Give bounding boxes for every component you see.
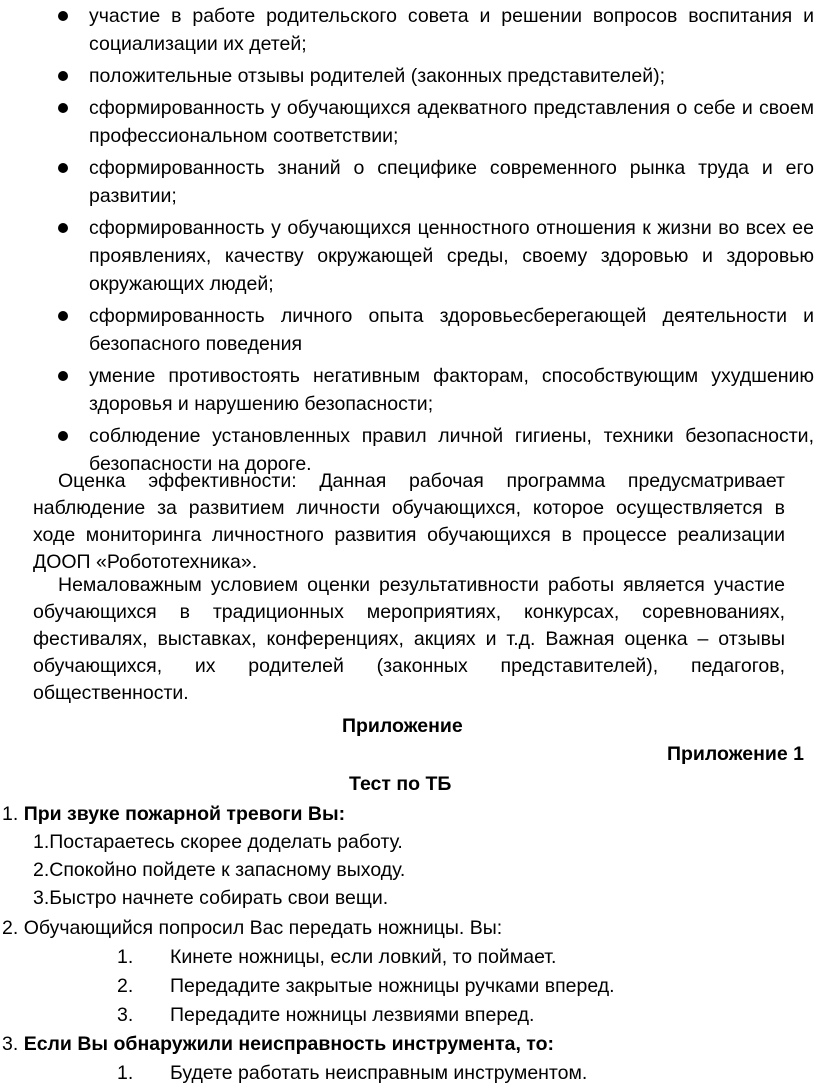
- list-item: [0, 362, 816, 418]
- bullet-icon: [58, 103, 68, 113]
- list-item-text: сформированность знаний о специфике современного рынка труда и его развитии;: [89, 157, 814, 207]
- question-number: 1.: [2, 803, 19, 825]
- answer-option: Кинете ножницы, если ловкий, то поймает.: [170, 946, 557, 968]
- answer-option: 2.Спокойно пойдете к запасному выходу.: [33, 859, 406, 881]
- option-number: 1.: [117, 946, 134, 968]
- question-text: Если Вы обнаружили неисправность инструмента, то:: [23, 1033, 554, 1055]
- list-item-text: умение противостоять негативным факторам, способствующим ухудшению здоровья и нарушению безопасности;: [89, 365, 814, 415]
- question-number: 3.: [2, 1033, 19, 1055]
- list-item: [0, 94, 816, 150]
- question-2: [2, 915, 502, 942]
- list-item: [0, 62, 816, 90]
- question-text: При звуке пожарной тревоги Вы:: [23, 803, 346, 825]
- results-bullet-list: [0, 2, 816, 482]
- bullet-icon: [58, 311, 68, 321]
- appendix-1-heading: Приложение 1: [667, 743, 804, 765]
- question-3: [2, 1031, 554, 1058]
- list-item-text: сформированность у обучающихся ценностного отношения к жизни во всех ее проявлениях, качеству окружающей среды, своему здоровью и здоровью окружающих людей;: [89, 217, 814, 295]
- answer-option: Будете работать неисправным инструментом.: [170, 1062, 588, 1084]
- list-item-text: участие в работе родительского совета и решении вопросов воспитания и социализации их детей;: [89, 5, 814, 55]
- list-item-text: соблюдение установленных правил личной гигиены, техники безопасности, безопасности на дороге.: [89, 425, 814, 475]
- list-item: [0, 214, 816, 298]
- list-item-text: положительные отзывы родителей (законных представителей);: [89, 65, 665, 87]
- bullet-icon: [58, 11, 68, 21]
- list-item-text: сформированность у обучающихся адекватного представления о себе и своем профессиональном соответствии;: [89, 97, 814, 147]
- answer-option: Передадите закрытые ножницы ручками вперед.: [170, 975, 615, 997]
- test-title: Тест по ТБ: [349, 773, 452, 795]
- appendix-heading: Приложение: [342, 715, 463, 737]
- answer-option: 3.Быстро начнете собирать свои вещи.: [33, 887, 389, 909]
- bullet-icon: [58, 163, 68, 173]
- bullet-icon: [58, 71, 68, 81]
- answer-option: 1.Постараетесь скорее доделать работу.: [33, 831, 403, 853]
- effectiveness-paragraph: Оценка эффективности: Данная рабочая программа предусматривает наблюдение за развитием личности обучающихся, которое осуществляется в ходе мониторинга личностного развития обучающихся в процессе реализации ДООП «Робототехника».: [33, 470, 785, 573]
- question-number: 2.: [2, 917, 19, 939]
- results-paragraph: Немаловажным условием оценки результативности работы является участие обучающихся в традиционных мероприятиях, конкурсах, соревнованиях, фестивалях, выставках, конференциях, акциях и т.д. Важная оценка – отзывы обучающихся, их родителей (законных представителей), педагогов, общественности.: [33, 574, 785, 704]
- option-number: 1.: [117, 1062, 134, 1084]
- question-1: [2, 801, 345, 828]
- list-item: [0, 2, 816, 58]
- question-text: Обучающийся попросил Вас передать ножницы. Вы:: [23, 917, 503, 939]
- answer-option: Передадите ножницы лезвиями вперед.: [170, 1004, 535, 1026]
- list-item: [0, 302, 816, 358]
- option-number: 3.: [117, 1004, 134, 1026]
- list-item: [0, 154, 816, 210]
- option-number: 2.: [117, 975, 134, 997]
- bullet-icon: [58, 223, 68, 233]
- list-item-text: сформированность личного опыта здоровьесберегающей деятельности и безопасного поведения: [89, 305, 814, 355]
- bullet-icon: [58, 371, 68, 381]
- bullet-icon: [58, 431, 68, 441]
